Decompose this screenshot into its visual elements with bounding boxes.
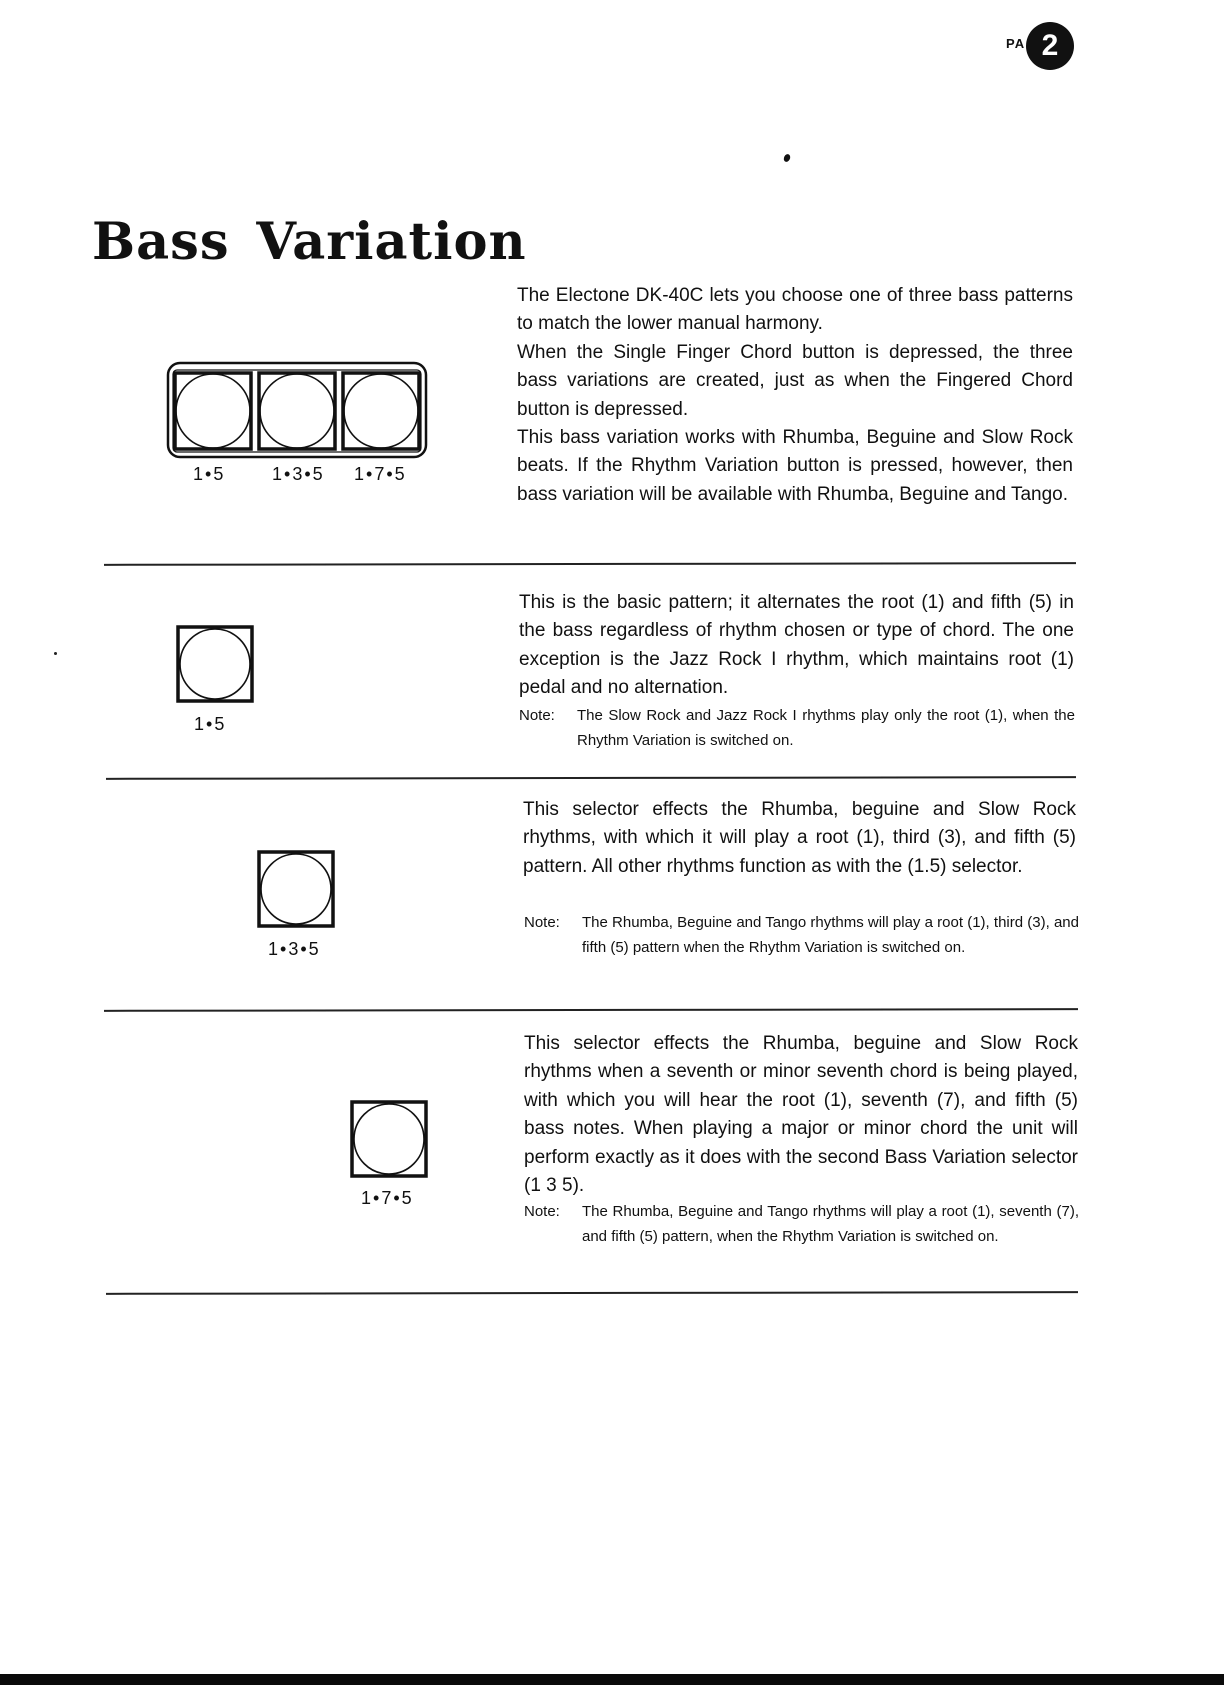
selector-button-1-7-5-icon <box>350 1100 428 1178</box>
divider <box>104 562 1076 566</box>
divider <box>106 776 1076 780</box>
section-text: This selector effects the Rhumba, beguine and Slow Rock rhythms, with which it will play a root (1), third (3), and fifth (5) pattern. All other rhythms function as with the (1.5) selector. <box>523 799 1076 877</box>
ink-speck <box>783 153 792 163</box>
intro-label-1-3-5: 1•3•5 <box>272 464 325 484</box>
ink-speck-small <box>54 652 57 655</box>
divider <box>104 1008 1078 1012</box>
section-note <box>524 910 1079 960</box>
note-text: The Slow Rock and Jazz Rock I rhythms play only the root (1), when the Rhythm Variation is switched on. <box>577 707 1075 749</box>
intro-text <box>517 282 1073 509</box>
page-number: 2 <box>1026 22 1074 70</box>
note-label: Note: <box>524 1203 560 1220</box>
page-prefix: PA <box>1006 36 1026 51</box>
button-1-3-5-icon <box>259 373 335 449</box>
button-1-7-5-icon <box>343 373 419 449</box>
three-button-panel-icon <box>166 361 430 461</box>
note-label: Note: <box>519 707 555 724</box>
page-number-badge <box>1000 22 1078 72</box>
intro-paragraph: This bass variation works with Rhumba, Beguine and Slow Rock beats. If the Rhythm Variation button is pressed, however, then bass variation will be available with Rhumba, Beguine and Tango. <box>517 427 1073 505</box>
note-text: The Rhumba, Beguine and Tango rhythms will play a root (1), seventh (7), and fifth (5) pattern, when the Rhythm Variation is switched on. <box>582 1203 1079 1245</box>
selector-button-1-3-5-icon <box>257 850 335 928</box>
selector-button-1-5-icon <box>176 625 254 703</box>
section-label: 1•5 <box>194 714 227 734</box>
intro-label-1-7-5: 1•7•5 <box>354 464 407 484</box>
note-label: Note: <box>524 914 560 931</box>
intro-paragraph: When the Single Finger Chord button is depressed, the three bass variations are created, just as when the Fingered Chord button is depressed. <box>517 341 1073 420</box>
section-note <box>524 1199 1079 1249</box>
intro-label-1-5: 1•5 <box>193 464 226 484</box>
page-title: Bass Variation <box>92 212 527 272</box>
section-text: This selector effects the Rhumba, beguine and Slow Rock rhythms when a seventh or minor seventh chord is being played, with which you will hear the root (1), seventh (7), and fifth (5) bass notes. When playing a major or minor chord the unit will perform exactly as it does with the second Bass Variation selector (1 3 5). <box>524 1033 1078 1197</box>
divider <box>106 1291 1078 1295</box>
section-label: 1•3•5 <box>268 939 321 959</box>
section-label: 1•7•5 <box>361 1188 414 1208</box>
note-text: The Rhumba, Beguine and Tango rhythms will play a root (1), third (3), and fifth (5) pattern when the Rhythm Variation is switched on. <box>582 914 1079 956</box>
section-note <box>519 703 1075 753</box>
section-text: This is the basic pattern; it alternates the root (1) and fifth (5) in the bass regardless of rhythm chosen or type of chord. The one exception is the Jazz Rock I rhythm, which maintains root (1) pedal and no alternation. <box>519 592 1074 699</box>
scan-edge-bar <box>0 1674 1224 1685</box>
intro-paragraph: The Electone DK-40C lets you choose one of three bass patterns to match the lower manual harmony. <box>517 285 1073 335</box>
button-1-5-icon <box>175 373 251 449</box>
